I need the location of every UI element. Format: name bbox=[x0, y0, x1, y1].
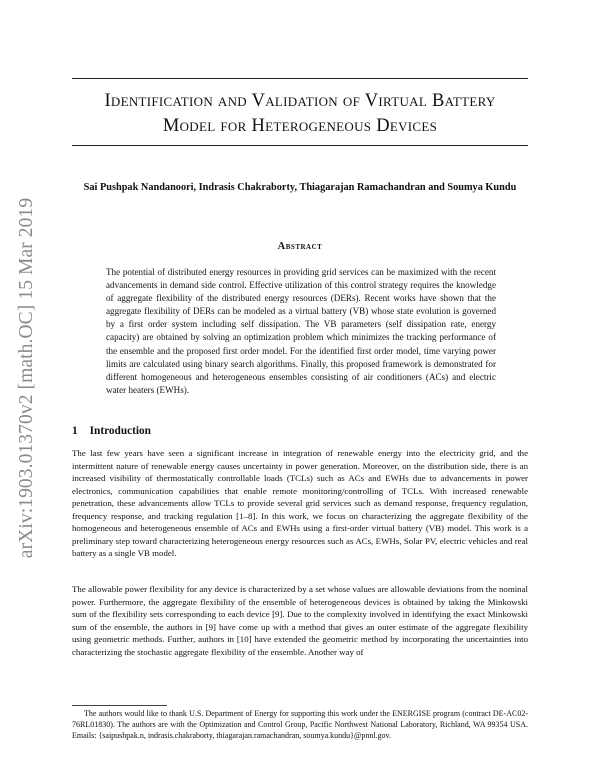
section-title: Introduction bbox=[89, 425, 151, 437]
footnote-text: The authors would like to thank U.S. Department of Energy for supporting this work under the ENERGISE program (contract DE-AC02-76RL01830). The authors are with the Optimization and Control Group, Pacific Northwest National Laboratory, Richland, WA 99354 USA. Emails: {saipushpak.n, indrasis.chakraborty, thiagarajan.ramachandran, soumya.kundu}@pnnl.gov. bbox=[72, 709, 528, 741]
title-rule-bottom bbox=[72, 145, 528, 146]
paper-title bbox=[72, 89, 528, 139]
footnote-rule bbox=[72, 705, 167, 706]
abstract-text: The potential of distributed energy resources in providing grid services can be maximized with the recent advancements in demand side control. Effective utilization of this control strategy requires the knowledge of aggregate flexibility of the distributed energy resources (DERs). Recent works have shown that the aggregate flexibility of DERs can be modeled as a virtual battery (VB) whose state evolution is governed by a first order system including self dissipation. The VB parameters (self dissipation rate, energy capacity) are obtained by solving an optimization problem which minimizes the tracking performance of the ensemble and the proposed first order model. For the identified first order model, time varying power limits are calculated using binary search algorithms. Finally, this proposed framework is demonstrated for different homogeneous and heterogeneous ensembles consisting of air conditioners (ACs) and electric water heaters (EWHs). bbox=[106, 267, 496, 395]
abstract-heading: Abstract bbox=[277, 241, 323, 252]
body-paragraph: The allowable power flexibility for any device is characterized by a set whose values are allowable deviations from the nominal power. Furthermore, the aggregate flexibility of the ensemble of heterogeneous devices is obtained by taking the Minkowski sum of the flexibility sets corresponding to each device [9]. Due to the complexity involved in identifying the exact Minkowski sum of the ensemble, the authors in [9] have come up with a method that gives an outer estimate of the aggregate flexibility using geometric methods. Further, authors in [10] have extended the geometric method by incorporating the uncertainties into characterizing the stochastic aggregate flexibility of the ensemble. Another way of bbox=[72, 584, 528, 657]
arxiv-identifier-stamp bbox=[12, 188, 42, 568]
title-line-2: Model for Heterogeneous Devices bbox=[162, 116, 438, 136]
author-list: Sai Pushpak Nandanoori, Indrasis Chakraborty, Thiagarajan Ramachandran and Soumya Kundu bbox=[83, 182, 517, 193]
section-number: 1 bbox=[72, 425, 78, 437]
section-heading bbox=[72, 425, 151, 437]
title-line-1: Identification and Validation of Virtual Battery bbox=[104, 91, 496, 111]
body-paragraph: The last few years have seen a significant increase in integration of renewable energy into the electricity grid, and the intermittent nature of renewable energy causes uncertainty in power generation. Moreover, on the distribution side, there is an increased visibility of thermostatically controllable loads (TCLs) such as ACs and EWHs due to advancements in power electronics, communication capabilities that enable remote monitoring/controlling of TCLs. With increased renewable penetration, these advancements allow TCLs to provide several grid services such as demand response, frequency regulation, frequency response, and tracking regulation [1–8]. In this work, we focus on characterizing the aggregate flexibility of the homogeneous and heterogeneous ensemble of ACs and EWHs using a first-order virtual battery (VB) model. This work is a preliminary step toward characterizing heterogeneous energy resources such as ACs, EWHs, Solar PV, electric vehicles and real battery as a single VB model. bbox=[72, 448, 528, 559]
title-rule-top bbox=[72, 78, 528, 79]
arxiv-id-text: arXiv:1903.01370v2 [math.OC] 15 Mar 2019 bbox=[16, 197, 37, 559]
